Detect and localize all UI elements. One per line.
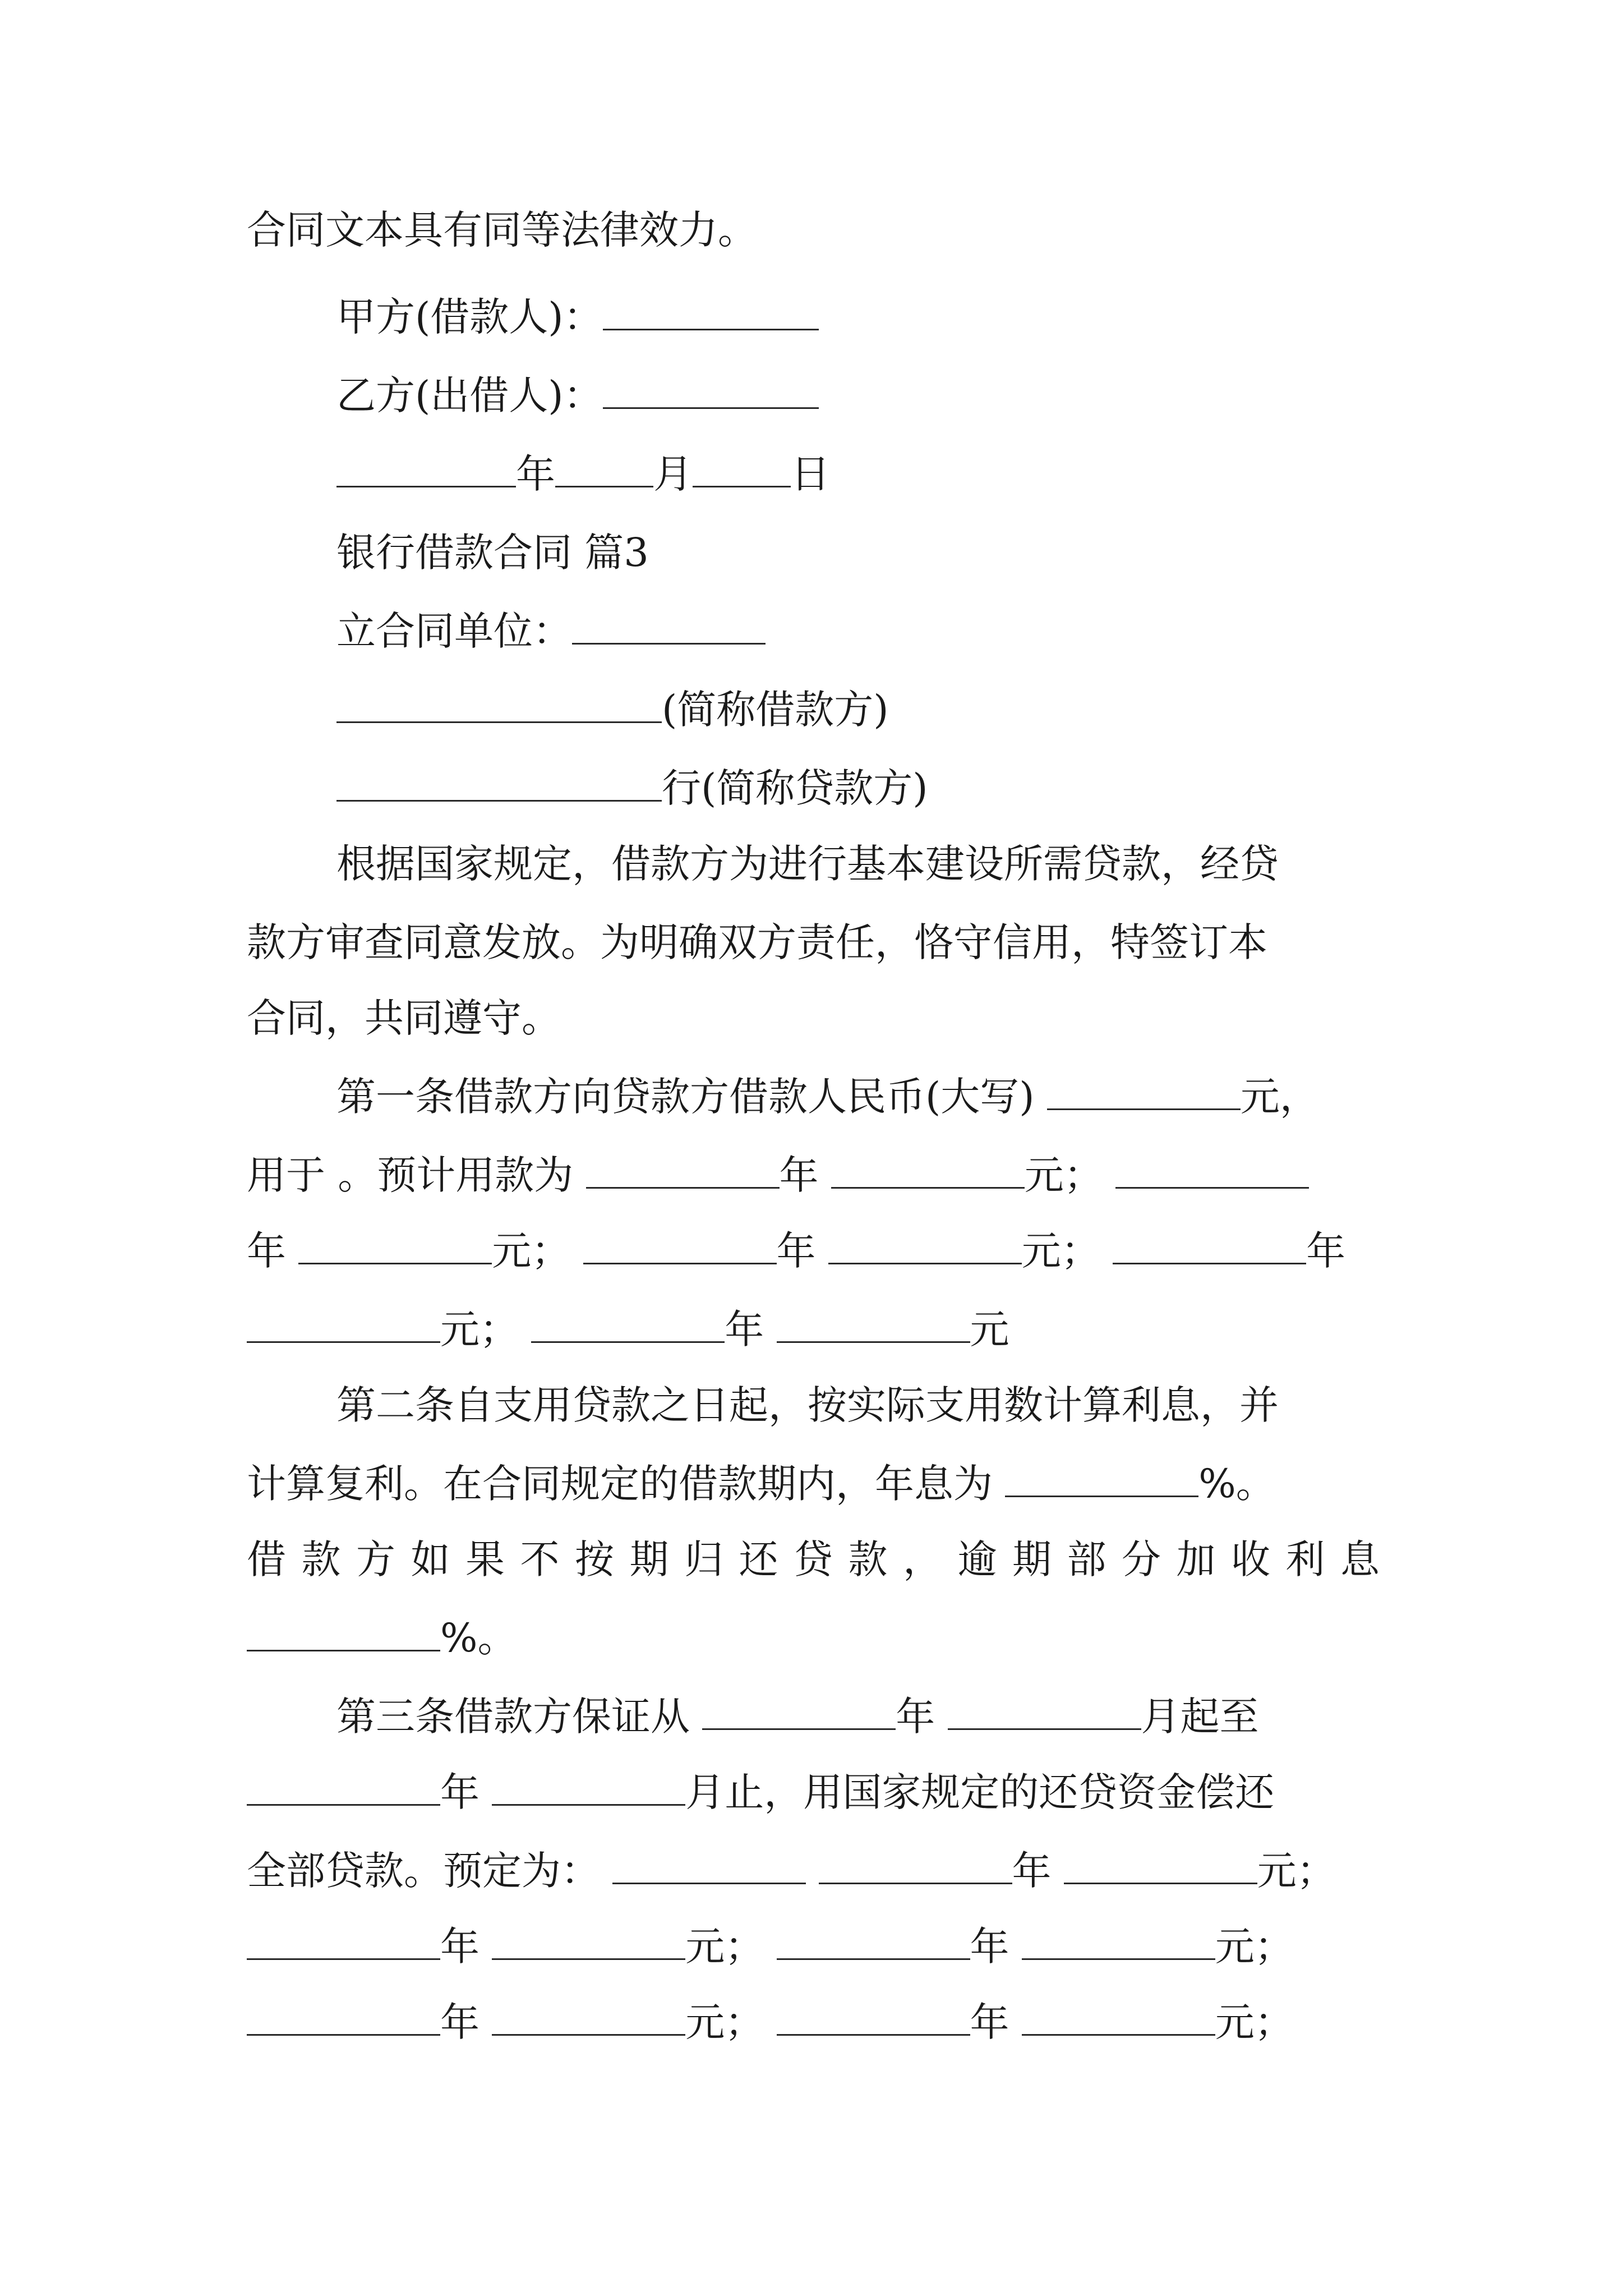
text-segment: 元； — [1021, 1228, 1100, 1274]
text-segment: 元； — [1215, 1999, 1294, 2045]
amount-blank — [247, 1302, 440, 1343]
text-segment: 借款方如果不按期归还贷款，逾期部分加收利息 — [247, 1536, 1380, 1582]
text-segment: 年 — [247, 1228, 286, 1274]
borrower-label: (简称借款方) — [662, 687, 889, 733]
year-blank — [702, 1689, 896, 1730]
year-blank — [583, 1223, 777, 1264]
text-segment: %。 — [440, 1615, 517, 1661]
article-1-line — [247, 1147, 1380, 1203]
text-segment: 元； — [1215, 1924, 1294, 1970]
text-segment: 合同，共同遵守。 — [247, 995, 561, 1041]
text-segment: 元； — [440, 1306, 519, 1352]
signature-party-b — [336, 367, 1469, 424]
article-2-line — [247, 1531, 1380, 1588]
month-blank — [492, 1765, 685, 1806]
year-blank — [819, 1843, 1012, 1884]
article-3-line — [336, 1688, 1469, 1745]
month-blank — [948, 1689, 1141, 1730]
year-blank — [247, 1919, 440, 1960]
article-3-line — [247, 1764, 1380, 1820]
paragraph-line — [336, 836, 1380, 892]
text-segment: 根据国家规定，借款方为进行基本建设所需贷款，经贷 — [336, 841, 1279, 887]
text-segment: 年 — [896, 1694, 935, 1740]
year-blank — [247, 1765, 440, 1806]
text-segment: 月止，用国家规定的还贷资金偿还 — [685, 1769, 1275, 1815]
text-segment: 年 — [440, 1924, 479, 1970]
section-title: 银行借款合同 篇3 — [336, 530, 649, 576]
contract-unit-blank — [572, 604, 766, 645]
text-segment: 计算复利。在合同规定的借款期内，年息为 — [247, 1461, 993, 1507]
lender-blank — [336, 761, 662, 802]
section-heading — [336, 524, 1469, 581]
article-2-line — [336, 1377, 1380, 1433]
text-segment: 第一条借款方向贷款方借款人民币(大写) — [336, 1074, 1035, 1120]
text-line — [247, 202, 1380, 258]
paragraph-line — [247, 914, 1380, 970]
amount-blank — [298, 1223, 492, 1264]
text-segment: 元； — [1257, 1848, 1336, 1894]
contract-unit-label: 立合同单位： — [336, 608, 572, 654]
text-segment: 月起至 — [1141, 1694, 1259, 1740]
text-segment: 年 — [1306, 1228, 1346, 1274]
text-segment: 用于 。预计用款为 — [247, 1152, 574, 1198]
text-segment: 第三条借款方保证从 — [336, 1694, 690, 1740]
text-segment: 年 — [440, 1769, 479, 1815]
lender-label: 行(简称贷款方) — [662, 765, 928, 811]
text-segment: 全部贷款。预定为： — [247, 1848, 600, 1894]
text-segment: 年 — [440, 1999, 479, 2045]
amount-blank — [828, 1223, 1022, 1264]
text-segment: 年 — [970, 1999, 1009, 2045]
amount-blank — [492, 1919, 685, 1960]
signature-party-a — [336, 289, 1469, 345]
text-segment: 元 — [970, 1306, 1009, 1352]
text-segment: 年 — [779, 1152, 819, 1198]
amount-blank — [1047, 1069, 1241, 1110]
text-segment: 年 — [1012, 1848, 1052, 1894]
year-blank — [247, 1995, 440, 2036]
borrower-line — [336, 682, 1469, 738]
year-blank — [531, 1302, 725, 1343]
year-label: 年 — [516, 451, 555, 497]
amount-blank — [492, 1995, 685, 2036]
text-segment: 元； — [685, 1924, 764, 1970]
party-b-blank — [603, 368, 819, 409]
text-segment: 年 — [725, 1306, 764, 1352]
text-segment: 合同文本具有同等法律效力。 — [247, 207, 757, 253]
year-blank — [1113, 1223, 1306, 1264]
text-segment: 年 — [970, 1924, 1009, 1970]
party-a-blank — [603, 289, 819, 330]
article-1-line — [247, 1301, 1380, 1358]
text-segment: 第二条自支用贷款之日起，按实际支用数计算利息，并 — [336, 1382, 1279, 1428]
party-b-label: 乙方(出借人)： — [336, 372, 603, 418]
text-segment: 款方审查同意发放。为明确双方责任，恪守信用，特签订本 — [247, 919, 1267, 965]
text-segment: %。 — [1198, 1461, 1275, 1507]
text-segment: 元； — [1024, 1152, 1103, 1198]
day-blank — [693, 447, 791, 487]
lender-line — [336, 760, 1469, 816]
article-3-line — [247, 1994, 1380, 2050]
text-segment: 元； — [685, 1999, 764, 2045]
amount-blank — [1022, 1919, 1215, 1960]
day-label: 日 — [791, 451, 830, 497]
article-2-line — [247, 1456, 1380, 1512]
date-line — [336, 446, 1469, 502]
contract-unit-line — [336, 603, 1469, 659]
year-blank — [586, 1148, 780, 1189]
text-segment: 年 — [776, 1228, 816, 1274]
rate-blank — [1005, 1456, 1198, 1497]
article-3-line — [247, 1843, 1380, 1899]
paragraph-line — [247, 990, 1380, 1046]
party-a-label: 甲方(借款人)： — [336, 294, 603, 340]
article-1-line — [247, 1223, 1380, 1279]
article-1-line — [336, 1069, 1469, 1125]
amount-blank — [777, 1302, 970, 1343]
year-blank — [777, 1919, 970, 1960]
rate-blank — [247, 1611, 440, 1651]
text-segment: 元， — [1240, 1074, 1319, 1120]
month-label: 月 — [653, 451, 693, 497]
year-blank — [336, 447, 516, 487]
year-blank — [1115, 1148, 1309, 1189]
amount-blank — [831, 1148, 1025, 1189]
text-segment: 元； — [492, 1228, 571, 1274]
schedule-blank — [612, 1843, 806, 1884]
month-blank — [555, 447, 653, 487]
article-3-line — [247, 1918, 1380, 1975]
year-blank — [777, 1995, 970, 2036]
amount-blank — [1064, 1843, 1257, 1884]
article-2-line — [247, 1610, 1380, 1666]
amount-blank — [1022, 1995, 1215, 2036]
borrower-blank — [336, 682, 662, 723]
